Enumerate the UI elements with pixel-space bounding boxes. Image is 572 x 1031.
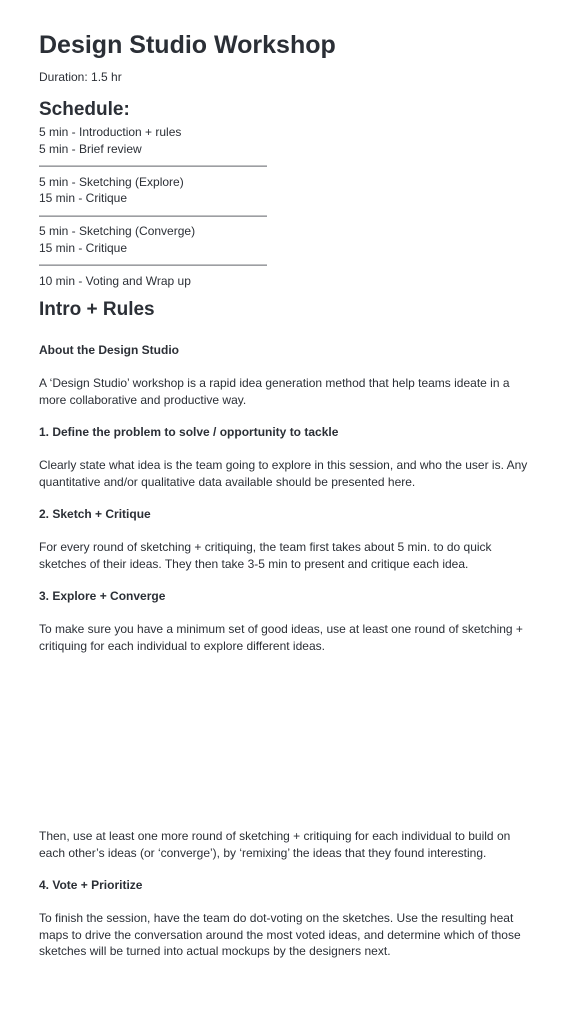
schedule-heading: Schedule: <box>39 99 130 120</box>
schedule-item: 15 min - Critique <box>39 240 128 255</box>
about-title: About the Design Studio <box>39 343 179 357</box>
schedule-divider: ——————————————————— <box>39 207 267 222</box>
schedule-item: 5 min - Sketching (Converge) <box>39 224 196 238</box>
intro-heading: Intro + Rules <box>39 299 155 320</box>
about-text: A ‘Design Studio’ workshop is a rapid idea generation method that help teams ideate in a more collaborative and productive way. <box>39 376 510 407</box>
section-2-text: For every round of sketching + critiquing, the team first takes about 5 min. to do quick sketches of their ideas. They then take 3-5 min to present and critique each idea. <box>39 540 492 571</box>
schedule-item: 5 min - Introduction + rules <box>39 125 182 139</box>
schedule-list <box>39 124 533 289</box>
page-title: Design Studio Workshop <box>39 31 336 59</box>
schedule-item: 5 min - Sketching (Explore) <box>39 174 184 189</box>
schedule-divider: ——————————————————— <box>39 158 267 172</box>
section-4-text: To finish the session, have the team do dot-voting on the sketches. Use the resulting heat maps to drive the conversation around the most voted ideas, and determine which of those sketches will be turned into actual mockups by the designers next. <box>39 911 521 958</box>
section-1-text: Clearly state what idea is the team going to explore in this session, and who the user is. Any quantitative and/or qualitative data available should be presented here. <box>39 458 528 489</box>
duration-text: Duration: 1.5 hr <box>39 70 122 84</box>
section-3-text: To make sure you have a minimum set of good ideas, use at least one round of sketching + critiquing for each individual to explore different ideas. <box>39 622 523 653</box>
schedule-item: 15 min - Critique <box>39 191 128 205</box>
section-3-text-continued: Then, use at least one more round of sketching + critiquing for each individual to build on each other’s ideas (or ‘converge’), by ‘remixing’ the ideas that they found interesting. <box>39 829 511 860</box>
schedule-item: 5 min - Brief review <box>39 141 142 156</box>
section-4-title: 4. Vote + Prioritize <box>39 878 143 892</box>
schedule-item: 10 min - Voting and Wrap up <box>39 273 191 288</box>
schedule-divider: ——————————————————— <box>39 257 267 271</box>
section-2-title: 2. Sketch + Critique <box>39 507 151 521</box>
section-1-title: 1. Define the problem to solve / opportunity to tackle <box>39 425 339 439</box>
section-3-title: 3. Explore + Converge <box>39 589 166 603</box>
